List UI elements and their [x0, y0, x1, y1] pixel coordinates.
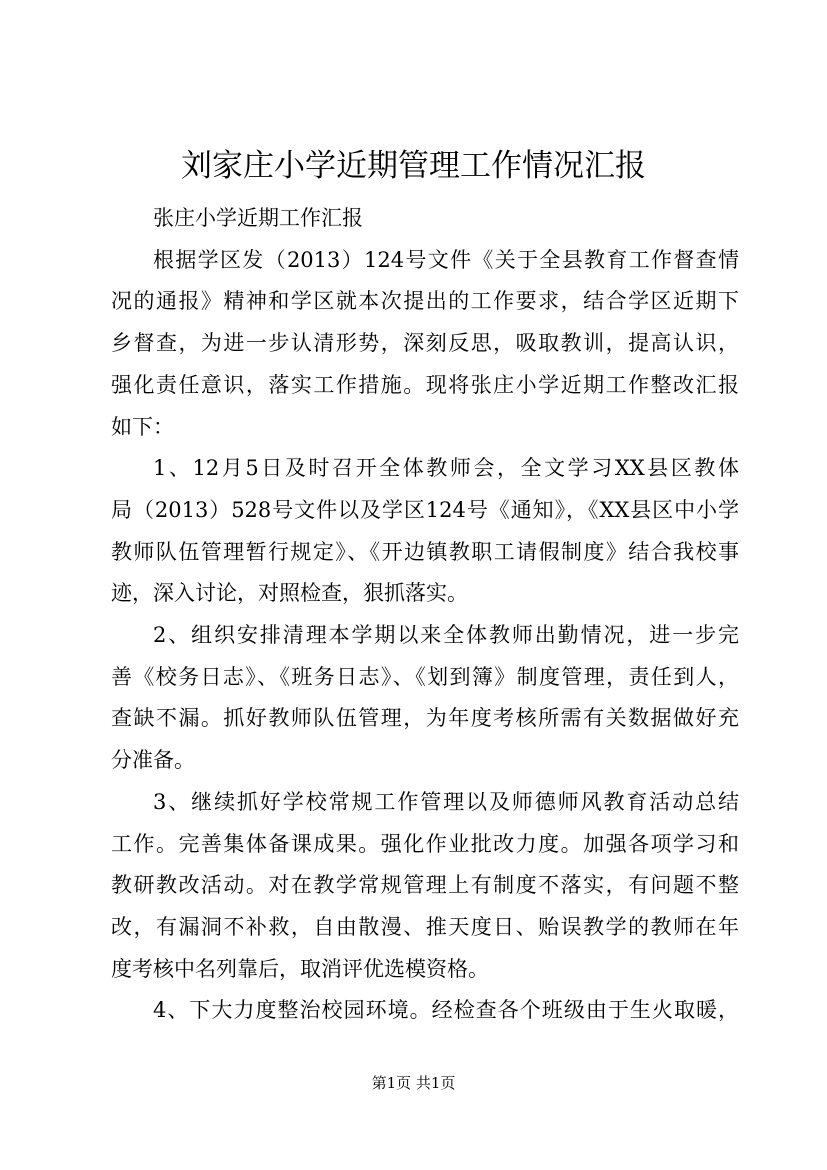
paragraph-line: 迹，深入讨论，对照检查，狠抓落实。 — [111, 581, 468, 606]
paragraph-line: 况的通报》精神和学区就本次提出的工作要求，结合学区近期下 — [111, 289, 739, 314]
paragraph — [111, 240, 739, 449]
paragraph-line: 度考核中名列靠后，取消评优选模资格。 — [111, 956, 489, 981]
paragraph-line: 分准备。 — [111, 748, 195, 773]
paragraph-line: 张庄小学近期工作汇报 — [153, 206, 363, 230]
paragraph — [111, 782, 739, 991]
paragraph-line: 3、继续抓好学校常规工作管理以及师德师风教育活动总结 — [153, 789, 739, 814]
paragraph-line: 4、下大力度整治校园环境。经检查各个班级由于生火取暖， — [153, 998, 739, 1023]
paragraph-line: 局（2013）528号文件以及学区124号《通知》，《XX县区中小学 — [111, 497, 739, 522]
paragraph-line: 根据学区发（2013）124号文件《关于全县教育工作督查情 — [153, 247, 739, 272]
paragraph-line: 改，有漏洞不补救，自由散漫、推天度日、贻误教学的教师在年 — [111, 914, 739, 939]
document-title: 刘家庄小学近期管理工作情况汇报 — [181, 148, 646, 184]
paragraph — [111, 448, 739, 615]
page-footer: 第1页 共1页 — [371, 1074, 456, 1092]
paragraph-line: 2、组织安排清理本学期以来全体教师出勤情况，进一步完 — [153, 623, 739, 648]
document-body — [111, 198, 739, 1032]
paragraph-line: 乡督查，为进一步认清形势，深刻反思，吸取教训，提高认识， — [111, 331, 739, 356]
paragraph-line: 教师队伍管理暂行规定》、《开边镇教职工请假制度》结合我校事 — [111, 539, 739, 564]
paragraph-line: 如下： — [111, 414, 174, 439]
paragraph — [111, 198, 739, 240]
paragraph-line: 查缺不漏。抓好教师队伍管理，为年度考核所需有关数据做好充 — [111, 706, 739, 731]
paragraph-line: 强化责任意识，落实工作措施。现将张庄小学近期工作整改汇报 — [111, 372, 739, 397]
paragraph-line: 工作。完善集体备课成果。强化作业批改力度。加强各项学习和 — [111, 831, 739, 856]
paragraph-line: 1、12月5日及时召开全体教师会，全文学习XX县区教体 — [153, 456, 739, 481]
paragraph — [111, 990, 739, 1032]
paragraph — [111, 615, 739, 782]
paragraph-line: 教研教改活动。对在教学常规管理上有制度不落实，有问题不整 — [111, 873, 739, 898]
paragraph-line: 善《校务日志》、《班务日志》、《划到簿》制度管理，责任到人， — [111, 664, 739, 689]
